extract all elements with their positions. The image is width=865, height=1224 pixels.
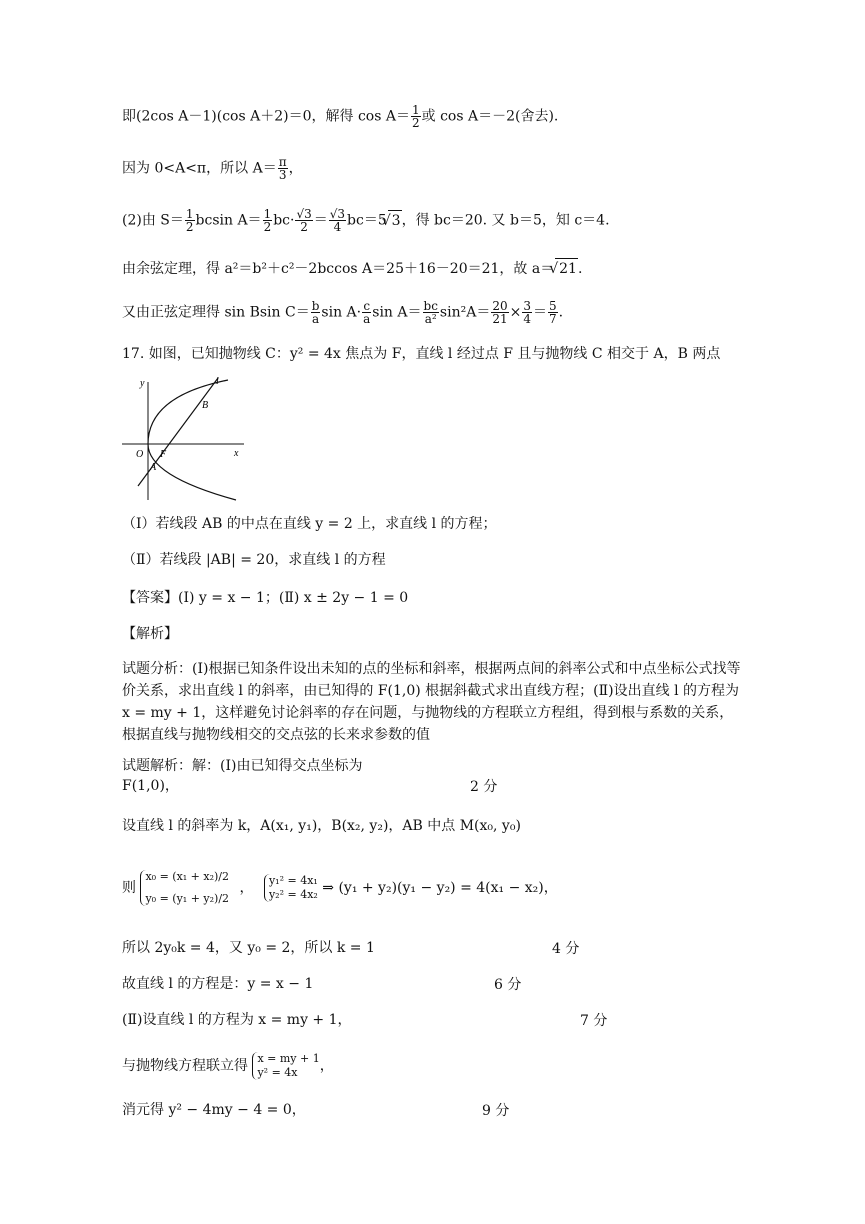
fraction: $\frac{c}{a}$ (363, 299, 371, 326)
fraction: $\frac{bc}{\text{a²}}$ (423, 299, 438, 326)
fraction: $\frac{√3}{2}$ (296, 207, 312, 234)
text: 由余弦定理，得 a²＝b²＋c²－2bccos A＝25＋16－20＝21，故 a＝ (122, 261, 555, 277)
score-4: 4 分 (552, 941, 580, 957)
label-F: F (160, 449, 167, 460)
analysis-paragraph: 试题分析：(Ⅰ)根据已知条件设出未知的点的坐标和斜率，根据两点间的斜率公式和中点坐标公式找等价关系，求出直线 l 的斜率，由已知得的 F(1,0) 根据斜截式求出直线方程；(Ⅱ)设出直线 l 的方程为 x = my + 1，这样避免讨论斜率的存在问题，与抛物线的方程联立方程组，得到根与系数的关系，根据直线与抛物线相交的交点弦的长来求参数的值 (122, 661, 741, 743)
fraction: $\frac{b}{a}$ (311, 299, 320, 326)
score-9: 9 分 (482, 1103, 510, 1119)
label-O: O (136, 449, 144, 460)
solution-line-4 (122, 258, 582, 279)
text: × (509, 304, 522, 321)
systems-line: 则 x₀ = (x₁ + x₂)/2 y₀ = (y₁ + y₂)/2 ， y₁² = 4x₁ y₂² = 4x₂ ⇒ (y₁ + y₂)(y₁ − y₂) = 4(x₁ − x₂)， (122, 870, 558, 905)
fraction: $\frac{3}{4}$ (523, 299, 531, 326)
eq-l: 故直线 l 的方程是：y = x − 1 (122, 976, 314, 992)
solution-line-2 (122, 156, 303, 181)
text: 因为 0<A<π，所以 A＝ (122, 160, 277, 177)
text: sin²A＝ (439, 304, 491, 321)
label-A: A (150, 462, 157, 473)
text: ， (319, 1058, 334, 1074)
text: 或 cos A＝－2(舍去). (421, 108, 559, 125)
fraction: $\frac{5}{7}$ (548, 299, 557, 326)
text: sin A· (321, 304, 362, 321)
text: . (558, 304, 564, 321)
part-2: （Ⅱ）若线段 |AB| = 20，求直线 l 的方程 (122, 552, 386, 568)
text: 则 (122, 880, 136, 896)
so-k: 所以 2y₀k = 4，又 y₀ = 2，所以 k = 1 (122, 940, 375, 956)
text: ＝ (532, 304, 547, 321)
text: 又由正弦定理得 sin Bsin C＝ (122, 304, 310, 321)
label-x: x (234, 448, 239, 459)
text: ，得 bc＝20. 又 b＝5，知 c＝4. (401, 212, 610, 229)
fraction: $\frac{20}{21}$ (492, 299, 508, 326)
text: ， (288, 160, 303, 177)
text: bcsin A＝ (195, 212, 262, 229)
solution-head: 试题解析：解：(Ⅰ)由已知得交点坐标为 (122, 758, 363, 774)
set-slope: 设直线 l 的斜率为 k，A(x₁, y₁)，B(x₂, y₂)，AB 中点 M(x₀, y₀) (122, 818, 521, 834)
solution-line-3 (122, 208, 610, 233)
fraction: $\frac{1}{2}$ (185, 207, 194, 234)
part2-set: (Ⅱ)设直线 l 的方程为 x = my + 1， (122, 1012, 352, 1028)
parabola-curve (148, 380, 236, 500)
text: bc· (273, 212, 295, 229)
sqrt: √ 21 (555, 258, 578, 279)
eliminate: 消元得 y² − 4my − 4 = 0， (122, 1102, 306, 1118)
score-6: 6 分 (494, 977, 522, 993)
part-1: （Ⅰ）若线段 AB 的中点在直线 y = 2 上，求直线 l 的方程； (122, 516, 497, 532)
score-2: 2 分 (470, 779, 498, 795)
text: sin A＝ (372, 304, 422, 321)
score-7: 7 分 (580, 1013, 608, 1029)
fraction: $\frac{1}{2}$ (263, 207, 272, 234)
answer: 【答案】(Ⅰ) y = x − 1；(Ⅱ) x ± 2y − 1 = 0 (122, 590, 409, 606)
sqrt: √ 3 (388, 210, 402, 231)
label-l: l (216, 376, 219, 387)
combine-line (122, 1046, 334, 1086)
fraction: $\frac{\pi}{3}$ (278, 155, 287, 182)
question-17: 17. 如图，已知抛物线 C：y² = 4x 焦点为 F，直线 l 经过点 F 且与抛物线 C 相交于 A，B 两点 (122, 346, 721, 362)
fraction: $\frac{1}{2}$ (411, 103, 420, 130)
solution-line-1 (122, 104, 558, 129)
system-parabola-points: y₁² = 4x₁ y₂² = 4x₂ (264, 874, 318, 902)
solution-line-5 (122, 300, 563, 325)
fraction: $\frac{√3}{4}$ (329, 207, 346, 234)
analysis-title: 【解析】 (122, 626, 178, 642)
text: 即(2cos A－1)(cos A＋2)＝0，解得 cos A＝ (122, 108, 410, 125)
system-combined: x = my + 1 y² = 4x (252, 1052, 319, 1080)
text: (2)由 S＝ (122, 212, 184, 229)
text: . (577, 261, 583, 277)
parabola-figure (118, 372, 253, 502)
text: ⇒ (y₁ + y₂)(y₁ − y₂) = 4(x₁ − x₂)， (322, 880, 558, 896)
solution-F: F(1,0)， (122, 778, 179, 794)
label-B: B (202, 400, 209, 411)
system-midpoint: x₀ = (x₁ + x₂)/2 y₀ = (y₁ + y₂)/2 (140, 870, 229, 906)
text: bc＝5 (347, 212, 387, 229)
label-y: y (140, 378, 145, 389)
text: ＝ (313, 212, 328, 229)
text: 与抛物线方程联立得 (122, 1058, 248, 1074)
